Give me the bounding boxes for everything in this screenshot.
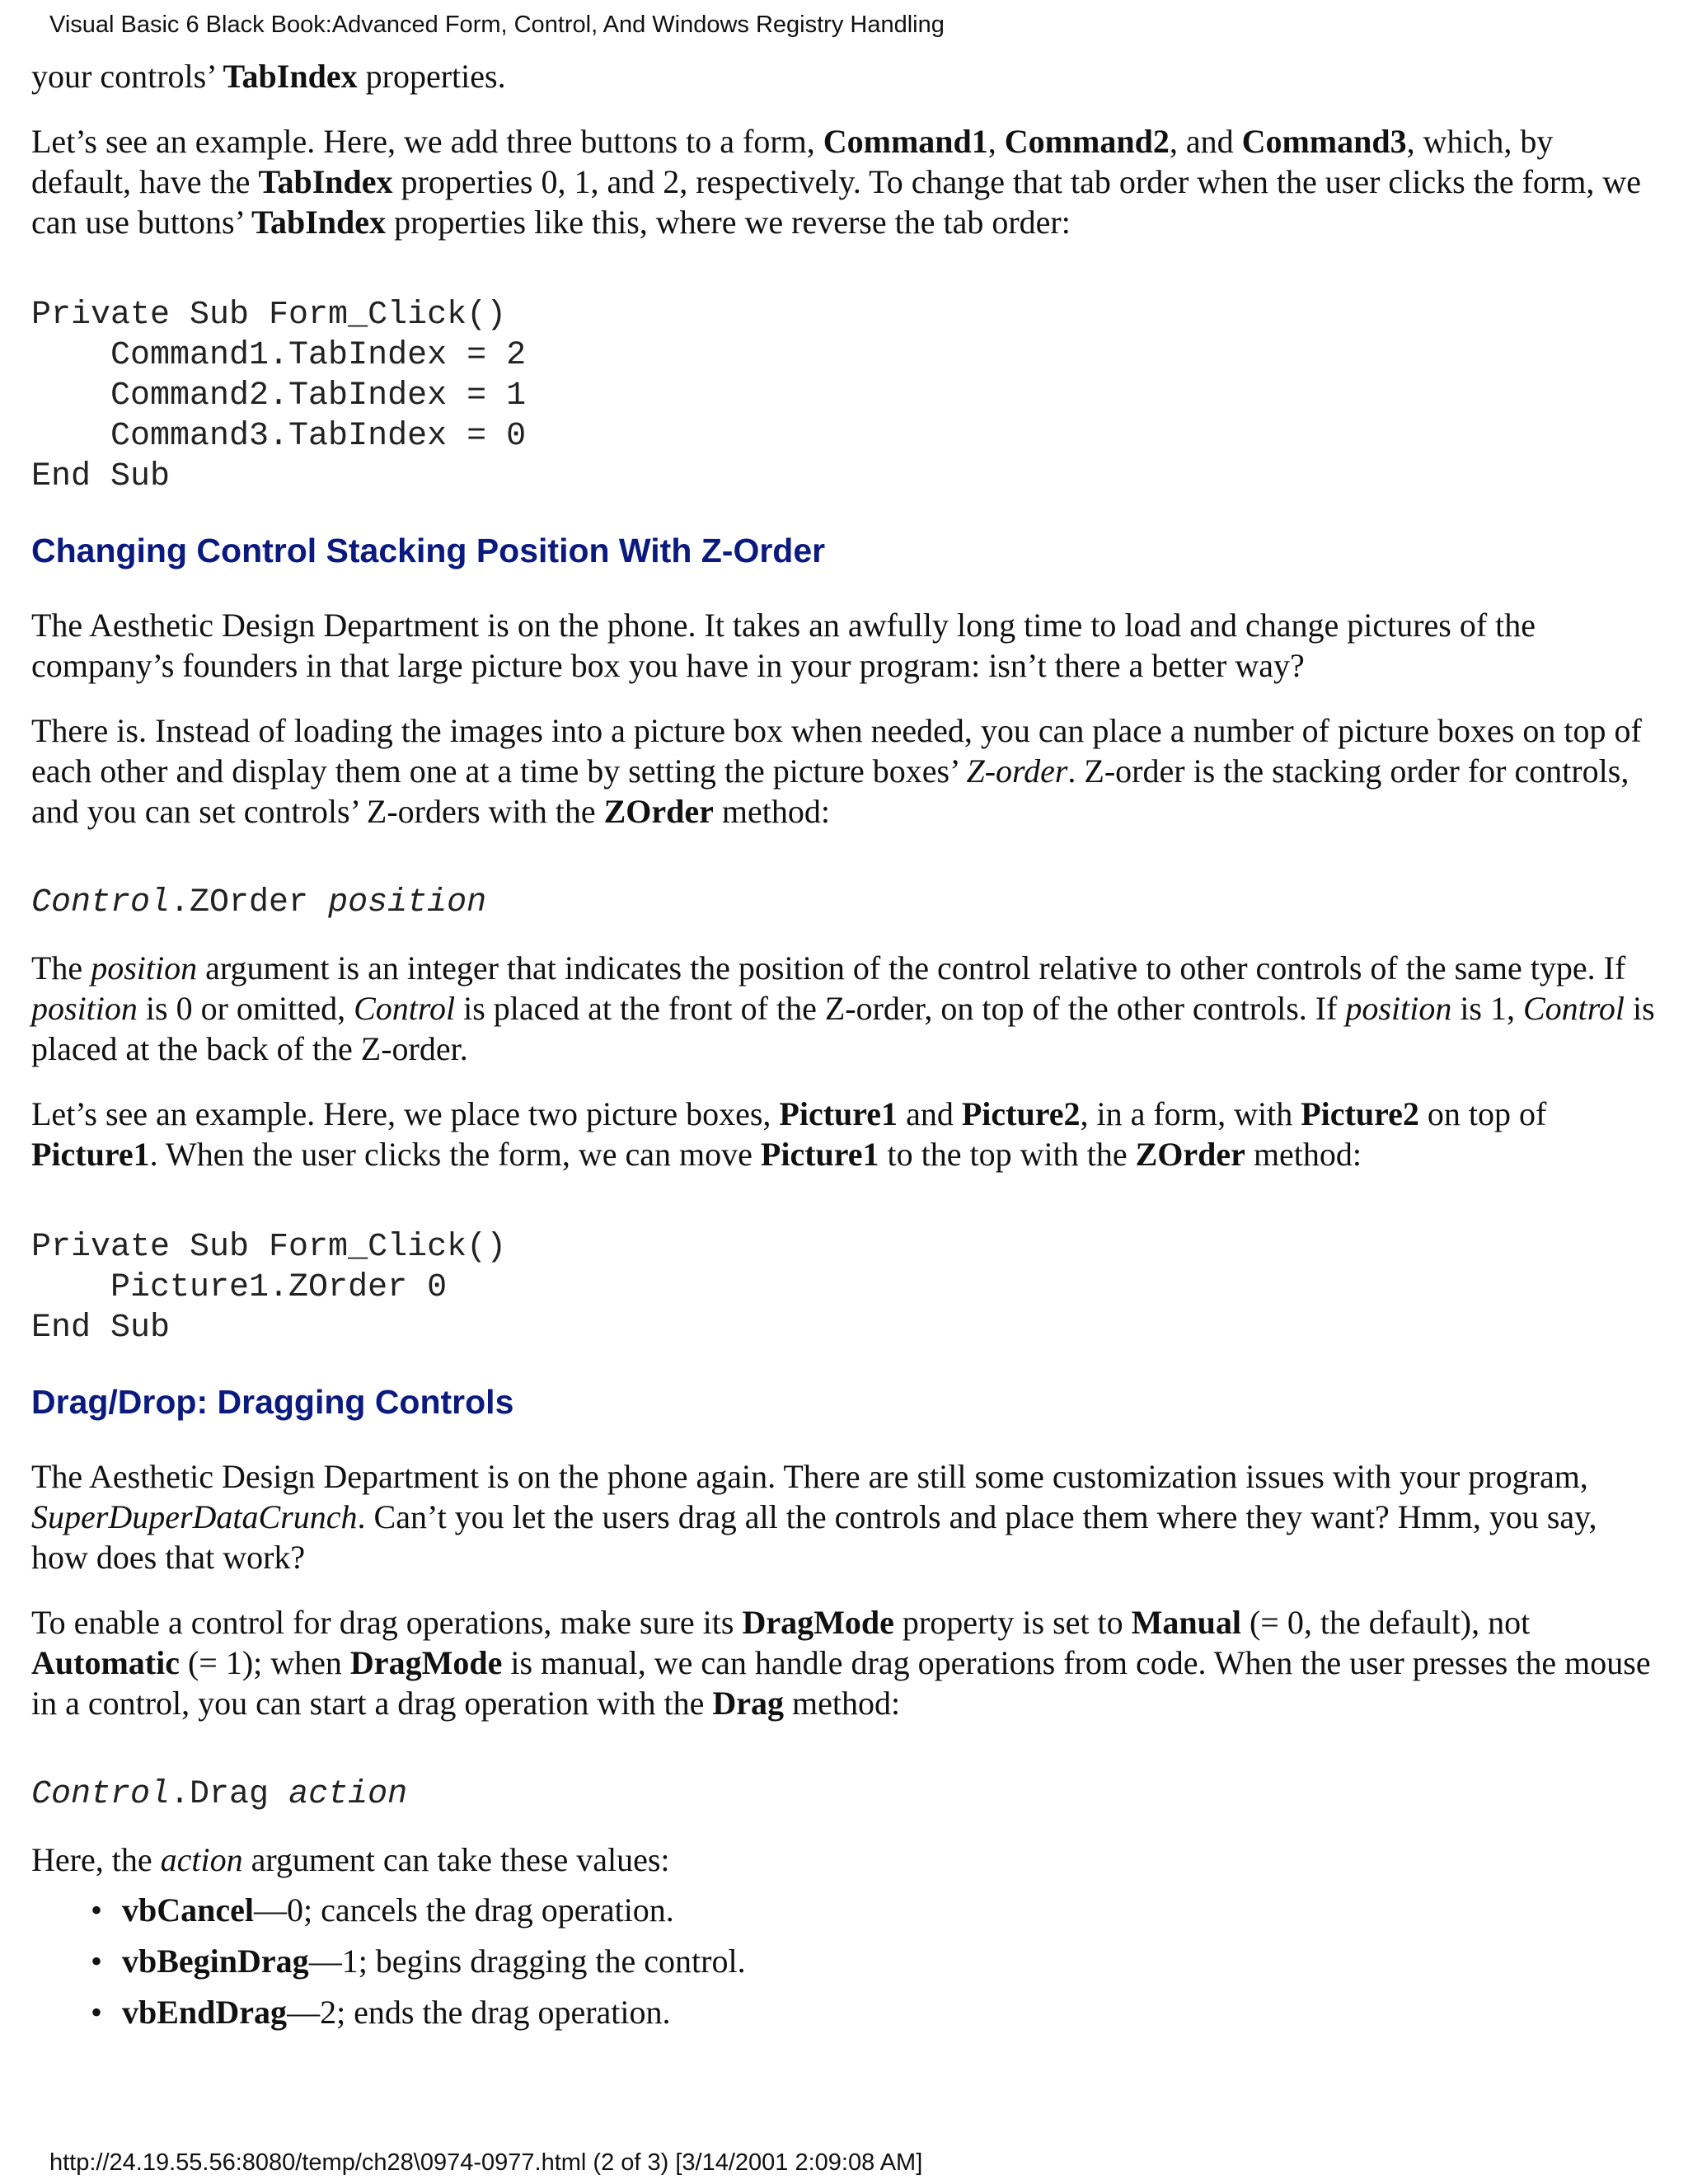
- paragraph-aesthetic-again: The Aesthetic Design Department is on the phone again. There are still some customization issues with your program, SuperDuperDataCrunch. Can’t you let the users drag all the controls and place them where they want? Hmm, you say, how does that work?: [31, 1458, 1597, 1576]
- paragraph-aesthetic-intro: The Aesthetic Design Department is on the phone. It takes an awfully long time to load and change pictures of the company’s founders in that large picture box you have in your program: isn’t there a better way?: [31, 607, 1536, 684]
- list-item: • vbCancel—0; cancels the drag operation.: [122, 1885, 1659, 1936]
- action-values-list: [31, 1885, 1659, 2038]
- page-header: Visual Basic 6 Black Book:Advanced Form, Control, And Windows Registry Handling: [49, 12, 945, 38]
- paragraph-tabindex-example: Let’s see an example. Here, we add three buttons to a form, Command1, Command2, and Command3, which, by default, have the TabIndex properties 0, 1, and 2, respectively. To change that tab order when the user clicks the form, we can use buttons’ TabIndex properties like this, where we reverse the tab order:: [31, 123, 1641, 241]
- paragraph-dragmode: To enable a control for drag operations, make sure its DragMode property is set to Manual (= 0, the default), not Automatic (= 1); when DragMode is manual, we can handle drag operations from code. When the user presses the mouse in a control, you can start a drag operation with the Drag method:: [31, 1604, 1651, 1722]
- paragraph-tabindex-end: your controls’ TabIndex properties.: [31, 58, 506, 95]
- paragraph-zorder-explanation: There is. Instead of loading the images into a picture box when needed, you can place a number of picture boxes on top of each other and display them one at a time by setting the picture boxes’ Z-order. Z-order is the stacking order for controls, and you can set controls’ Z-orders with the ZOrder method:: [31, 712, 1642, 830]
- document-body: [31, 51, 1659, 2038]
- list-item: • vbBeginDrag—1; begins dragging the control.: [122, 1936, 1659, 1987]
- paragraph-action-values: Here, the action argument can take these values:: [31, 1841, 670, 1878]
- heading-drag-drop: Drag/Drop: Dragging Controls: [31, 1383, 514, 1421]
- code-block-tabindex: Private Sub Form_Click() Command1.TabIndex = 2 Command2.TabIndex = 1 Command3.TabIndex = 0 End Sub: [31, 297, 527, 495]
- code-block-zorder: Private Sub Form_Click() Picture1.ZOrder 0 End Sub: [31, 1229, 507, 1347]
- list-item: • vbEndDrag—2; ends the drag operation.: [122, 1987, 1659, 2038]
- paragraph-picture-example: Let’s see an example. Here, we place two picture boxes, Picture1 and Picture2, in a form, with Picture2 on top of Picture1. When the user clicks the form, we can move Picture1 to the top with the ZOrder method:: [31, 1095, 1547, 1173]
- syntax-zorder: Control.ZOrder position: [31, 884, 487, 921]
- syntax-drag: Control.Drag action: [31, 1776, 408, 1813]
- paragraph-position-argument: The position argument is an integer that indicates the position of the control relative to other controls of the same type. If position is 0 or omitted, Control is placed at the front of the Z-order, on top of the other controls. If position is 1, Control is placed at the back of the Z-order.: [31, 949, 1655, 1067]
- heading-zorder: Changing Control Stacking Position With Z-Order: [31, 532, 826, 569]
- page-footer-url: http://24.19.55.56:8080/temp/ch28\0974-0977.html (2 of 3) [3/14/2001 2:09:08 AM]: [49, 2149, 923, 2176]
